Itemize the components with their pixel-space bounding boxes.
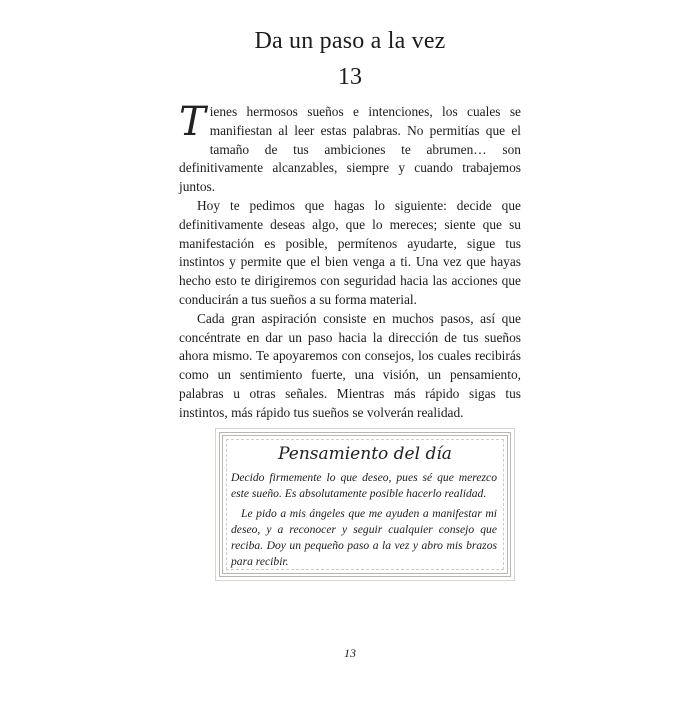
body-paragraph-3: Cada gran aspiración consiste en muchos pasos, así que concéntrate en dar un paso hacia la dirección de tus sueños ahora mismo. Te apoyaremos con consejos, los cuales recibirás como un sentimiento fuerte, una visión, un pensamiento, palabras u otras señales. Mientras más rápido sigas tus instintos, más rápido tus sueños se volverán realidad.	[179, 310, 521, 420]
chapter-title: Da un paso a la vez	[254, 28, 446, 54]
thought-paragraph-1: Decido firmemente lo que deseo, pues sé que merezco este sueño. Es absolutamente posible hacerlo realidad.	[231, 471, 497, 501]
thought-of-the-day-box	[219, 432, 511, 577]
thought-paragraph-2: Le pido a mis ángeles que me ayuden a manifestar mi deseo, y a reconocer y seguir cualquier consejo que reciba. Doy un pequeño paso a la vez y abro mis brazos para recibir.	[231, 506, 497, 569]
page-number: 13	[344, 646, 356, 660]
body-paragraph-1	[179, 99, 521, 197]
body-paragraph-2: Hoy te pedimos que hagas lo siguiente: decide que definitivamente deseas algo, que lo mereces; siente que su manifestación es posible, permítenos ayudarte, sigue tus instintos y permite que el bien venga a ti. Una vez que hayas hecho esto te dirigiremos con seguridad hacia las acciones que conducirán a tus sueños a su forma material.	[179, 197, 521, 307]
thought-box-text	[231, 470, 497, 571]
thought-box-heading: Pensamiento del día	[278, 444, 452, 464]
chapter-number: 13	[338, 64, 362, 90]
drop-cap: T	[179, 99, 206, 145]
body-paragraph-1-text: ienes hermosos sueños e intenciones, los cuales se manifiestan al leer estas palabras. No permitías que el tamaño de tus ambiciones te abrumen… son definitivamente alcanzables, siempre y cuando trabajemos juntos.	[179, 104, 521, 195]
body-text	[179, 99, 521, 423]
